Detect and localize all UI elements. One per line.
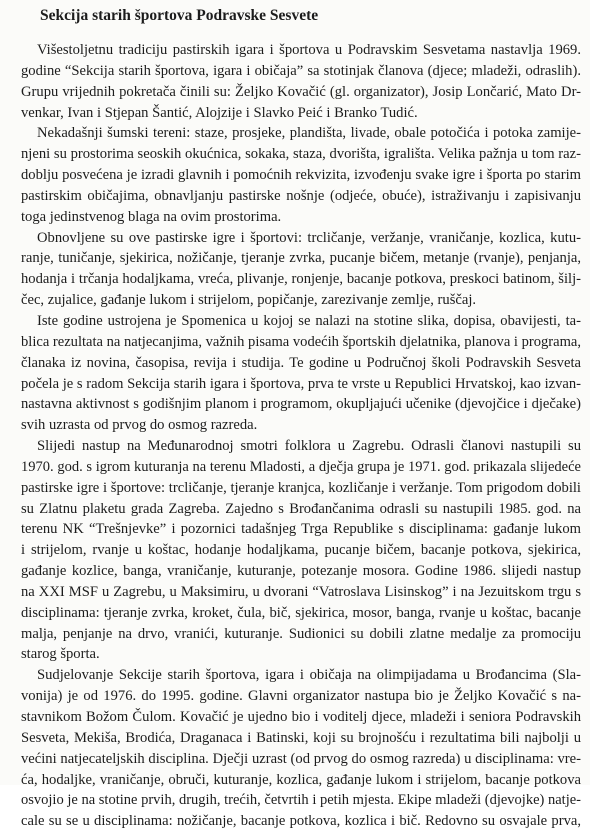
text-line: članaka iz novina, časopisa, revija i studija. Te godine u Područnoj školi Podravskih Sesveta [21, 354, 581, 371]
text-line: stavnikom Božom Čulom. Kovačić je ujedno bio i voditelj djece, mladeži i seniora Podravskih [21, 709, 581, 725]
body-text [21, 40, 581, 832]
text-line: starog športa. [21, 646, 100, 663]
text-line: Obnovljene su ove pastirske igre i športovi: trcličanje, veržanje, vraničanje, kozlica, kutu- [37, 229, 581, 246]
text-line: venkar, Ivan i Stjepan Šantić, Alojzije i Slavko Peić i Branko Tudić. [21, 104, 418, 121]
page-title: Sekcija starih športova Podravske Sesvete [40, 7, 319, 24]
text-line: Grupu vrijednih pokretača činili su: Željko Kovačić (gl. organizator), Josip Lončarić, Mato Dr- [21, 83, 581, 100]
text-line: Nekadašnji šumski tereni: staze, prosjeke, plandišta, livade, obale potočića i potoka zamije- [37, 125, 581, 142]
text-line: Slijedi nastup na Međunarodnoj smotri folklora u Zagrebu. Odrasli članovi nastupili su [37, 438, 581, 455]
text-line: terenu NK “Trešnjevke” i pozornici tadašnjeg Trga Republike s disciplinama: gađanje lukom [21, 521, 581, 538]
text-line: većini natjecateljskih disciplina. Dječji uzrast (od prvog do osmog razreda) u disciplinama: vre- [21, 750, 581, 767]
text-line: gađanje kozlice, banga, vraničanje, kuturanje, potezanje mosora. Godine 1986. slijedi nastup [21, 563, 581, 580]
text-line: blica rezultata na natjecanjima, važnih pisama vodećih športskih djelatnika, planova i programa, [21, 333, 581, 350]
text-line: počela je s radom Sekcija starih igara i športova, prva te vrste u Republici Hrvatskoj, kao izvan- [21, 375, 581, 392]
text-line: i strijelom, rvanje u koštac, hodanje hodaljkama, pucanje bičem, bacanje potkova, sjekirica, [21, 542, 581, 559]
text-line: čec, zujalice, gađanje lukom i strijelom, popičanje, zarezivanje zemlje, ruščaj. [21, 292, 477, 309]
text-line: cale su se u disciplinama: nožičanje, bacanje potkova, kozlica i bič. Redovno su osvajale prva, [21, 813, 581, 830]
text-line: pastirske igre i športove: trcličanje, tjeranje kranjca, kozličanje i veržanje. Tom prigodom dobili [21, 479, 581, 496]
text-line: 1970. god. s igrom kuturanja na terenu Mladosti, a dječja grupa je 1971. god. prikazala slijedeće [21, 458, 581, 475]
text-line: njeni su prostorima seoskih okućnica, sokaka, staza, dvorišta, igrališta. Velika pažnja u tom raz- [21, 146, 581, 163]
text-line: osvojio je na stotine prvih, drugih, trećih, četvrtih i petih mjesta. Ekipe mladeži (djevojke) natje- [21, 792, 581, 809]
text-line: malja, penjanje na drvo, vranići, kuturanje. Sudionici su dobili zlatne medalje za promociju [21, 625, 581, 642]
text-line: Višestoljetnu tradiciju pastirskih igara i športova u Podravskim Sesvetama nastavlja 1969. [37, 42, 581, 58]
text-line: Sesveta, Mekiša, Brodića, Draganaca i Batinski, koji su brojnošću i rezultatima bili najbolji u [21, 729, 581, 746]
paragraph [21, 40, 581, 123]
text-line: vonija) je od 1976. do 1995. godine. Glavni organizator nastupa bio je Željko Kovačić s na- [21, 688, 581, 705]
paragraph [21, 311, 581, 436]
text-line: pastirskim običajima, obnavljanju pastirske nošnje (odjeće, obuće), istraživanju i zapisivanju [21, 187, 581, 204]
text-line: Sudjelovanje Sekcije starih športova, igara i običaja na olimpijadama u Brođancima (Sla- [37, 667, 581, 684]
text-line: ća, hodaljke, vraničanje, obruči, kuturanje, kozlica, gađanje lukom i strijelom, bacanje potkova [21, 771, 581, 788]
text-line: nastavna aktivnost s godišnjim planom i programom, okupljajući učenike (djevojčice i dječake) [21, 396, 581, 413]
text-line: svih uzrasta od prvog do osmog razreda. [21, 417, 258, 434]
text-line: na XXI MSF u Zagrebu, u Maksimiru, u dvorani “Vatroslava Lisinskog” i na Jezuitskom trgu s [21, 583, 581, 600]
text-line: Iste godine ustrojena je Spomenica u kojoj se nalazi na stotine slika, dopisa, obavijesti, ta- [37, 312, 581, 329]
paragraph [21, 228, 581, 311]
text-line: doblju posvećena je izradi glavnih i pomoćnih rekvizita, izvođenju svake igre i športa po starim [21, 167, 581, 184]
text-line: toga jedinstvenog blaga na ovim prostorima. [21, 208, 282, 225]
paragraph [21, 123, 581, 227]
paragraph [21, 436, 581, 665]
text-line: hodanja i trčanja hodaljkama, vreća, plivanje, ronjenje, bacanje potkova, preskoci batinom, šilj- [21, 271, 581, 288]
text-line: su Zlatnu plaketu grada Zagreba. Zajedno s Brođančanima odrasli su nastupili 1985. god. na [21, 500, 581, 517]
text-line: ranje, tuničanje, sjekirica, nožičanje, tjeranje zvrka, pucanje bičem, metanje (rvanje), penjanja, [21, 250, 581, 267]
paragraph [21, 665, 581, 832]
text-line: godine “Sekcija starih športova, igara i običaja” sa stotinjak članova (djece; mladeži, odraslih). [21, 62, 581, 79]
text-line: disciplinama: tjeranje zvrka, kroket, čula, bič, sjekirica, mosor, banga, rvanje u koštac, bacanje [21, 604, 581, 621]
